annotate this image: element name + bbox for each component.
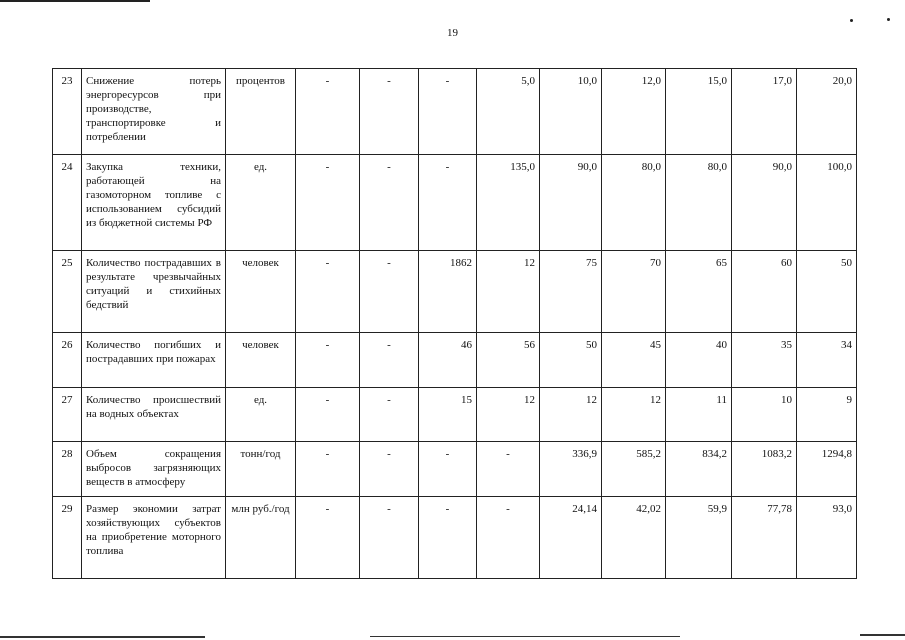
indicator-name: Количество пострадавших в результате чрезвычайных ситуаций и стихийных бедствий	[82, 251, 226, 333]
unit-cell: процентов	[226, 69, 296, 155]
value-cell: 12,0	[602, 69, 666, 155]
unit-cell: ед.	[226, 388, 296, 442]
value-cell: 834,2	[666, 442, 732, 497]
value-cell: 56	[477, 333, 540, 388]
value-cell: 15,0	[666, 69, 732, 155]
unit-cell: человек	[226, 333, 296, 388]
value-cell: -	[296, 497, 360, 579]
row-number: 24	[53, 155, 82, 251]
value-cell: 80,0	[666, 155, 732, 251]
value-cell: -	[477, 497, 540, 579]
value-cell: 12	[477, 388, 540, 442]
value-cell: 100,0	[797, 155, 857, 251]
scan-artifact-top-line	[0, 0, 150, 2]
value-cell: 5,0	[477, 69, 540, 155]
value-cell: 93,0	[797, 497, 857, 579]
table-row	[53, 155, 857, 251]
table-row	[53, 388, 857, 442]
value-cell: 40	[666, 333, 732, 388]
indicator-name: Количество погибших и пострадавших при пожарах	[82, 333, 226, 388]
indicator-name: Объем сокращения выбросов загрязняющих веществ в атмосферу	[82, 442, 226, 497]
unit-cell: млн руб./год	[226, 497, 296, 579]
indicator-name: Закупка техники, работающей на газомоторном топливе с использованием субсидий из бюджетной системы РФ	[82, 155, 226, 251]
value-cell: 59,9	[666, 497, 732, 579]
scan-artifact-dot	[850, 19, 853, 22]
value-cell: -	[360, 442, 419, 497]
row-number: 26	[53, 333, 82, 388]
value-cell: 60	[732, 251, 797, 333]
value-cell: 20,0	[797, 69, 857, 155]
value-cell: 24,14	[540, 497, 602, 579]
value-cell: 135,0	[477, 155, 540, 251]
value-cell: -	[360, 69, 419, 155]
value-cell: -	[296, 388, 360, 442]
value-cell: -	[360, 388, 419, 442]
value-cell: 90,0	[732, 155, 797, 251]
value-cell: 75	[540, 251, 602, 333]
scan-artifact-bottom-line	[860, 634, 905, 636]
value-cell: 1294,8	[797, 442, 857, 497]
value-cell: -	[296, 69, 360, 155]
value-cell: 17,0	[732, 69, 797, 155]
value-cell: -	[419, 155, 477, 251]
unit-cell: человек	[226, 251, 296, 333]
table-row	[53, 333, 857, 388]
value-cell: 12	[602, 388, 666, 442]
value-cell: 1862	[419, 251, 477, 333]
row-number: 27	[53, 388, 82, 442]
scan-artifact-bottom-line	[0, 636, 205, 638]
value-cell: -	[419, 69, 477, 155]
indicator-name: Размер экономии затрат хозяйствующих субъектов на приобретение моторного топлива	[82, 497, 226, 579]
value-cell: -	[360, 497, 419, 579]
value-cell: 12	[477, 251, 540, 333]
value-cell: 65	[666, 251, 732, 333]
value-cell: 15	[419, 388, 477, 442]
scan-artifact-bottom-line	[370, 636, 680, 637]
indicator-table	[52, 68, 857, 579]
table-row	[53, 497, 857, 579]
value-cell: 10	[732, 388, 797, 442]
value-cell: 45	[602, 333, 666, 388]
value-cell: 9	[797, 388, 857, 442]
value-cell: 585,2	[602, 442, 666, 497]
value-cell: 50	[540, 333, 602, 388]
value-cell: -	[296, 333, 360, 388]
value-cell: 11	[666, 388, 732, 442]
value-cell: 1083,2	[732, 442, 797, 497]
unit-cell: ед.	[226, 155, 296, 251]
value-cell: 50	[797, 251, 857, 333]
value-cell: -	[419, 497, 477, 579]
row-number: 28	[53, 442, 82, 497]
table-row	[53, 442, 857, 497]
value-cell: 34	[797, 333, 857, 388]
row-number: 25	[53, 251, 82, 333]
value-cell: -	[296, 442, 360, 497]
scan-artifact-dot	[887, 18, 890, 21]
value-cell: -	[296, 251, 360, 333]
value-cell: -	[296, 155, 360, 251]
value-cell: 35	[732, 333, 797, 388]
value-cell: -	[360, 251, 419, 333]
indicator-name: Количество происшествий на водных объектах	[82, 388, 226, 442]
value-cell: -	[419, 442, 477, 497]
value-cell: 336,9	[540, 442, 602, 497]
value-cell: 80,0	[602, 155, 666, 251]
value-cell: -	[360, 155, 419, 251]
value-cell: 42,02	[602, 497, 666, 579]
value-cell: 10,0	[540, 69, 602, 155]
value-cell: 70	[602, 251, 666, 333]
table-row	[53, 69, 857, 155]
page-number: 19	[447, 27, 458, 39]
value-cell: 12	[540, 388, 602, 442]
value-cell: 90,0	[540, 155, 602, 251]
value-cell: 46	[419, 333, 477, 388]
value-cell: 77,78	[732, 497, 797, 579]
table-row	[53, 251, 857, 333]
row-number: 29	[53, 497, 82, 579]
value-cell: -	[360, 333, 419, 388]
value-cell: -	[477, 442, 540, 497]
unit-cell: тонн/год	[226, 442, 296, 497]
row-number: 23	[53, 69, 82, 155]
indicator-name: Снижение потерь энергоресурсов при производстве, транспортировке и потреблении	[82, 69, 226, 155]
